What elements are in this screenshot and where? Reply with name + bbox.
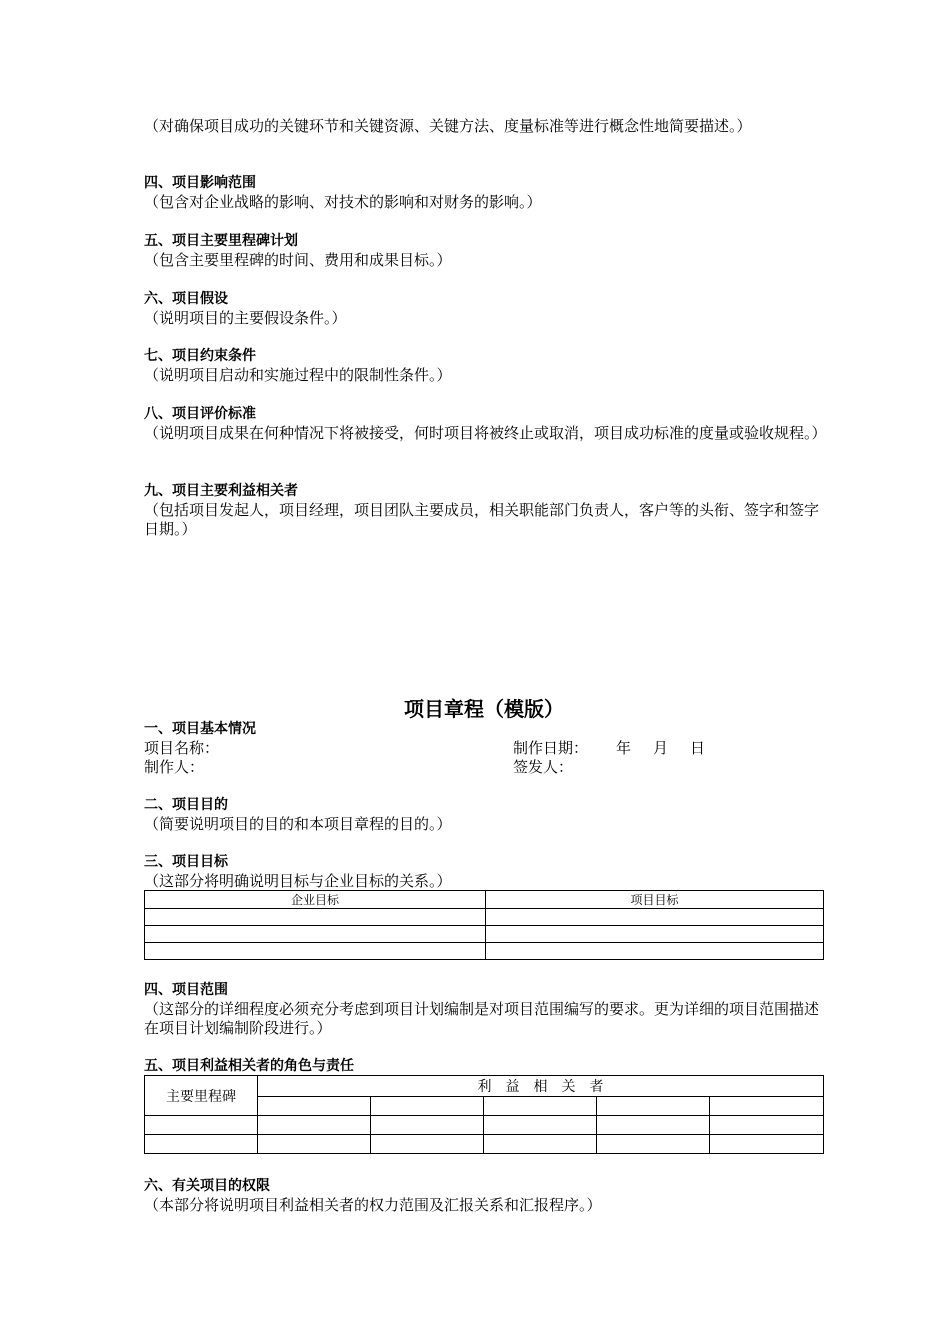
- objectives-table: [144, 890, 824, 960]
- section-heading: 三、项目目标: [144, 854, 228, 870]
- table-cell[interactable]: [371, 1097, 484, 1116]
- table-cell[interactable]: [710, 1135, 824, 1154]
- date-label: 制作日期：: [513, 739, 589, 757]
- table-cell[interactable]: [145, 943, 486, 960]
- table-cell[interactable]: [145, 1135, 258, 1154]
- project-name-label: 项目名称：: [144, 739, 220, 757]
- issuer-label: 签发人：: [513, 758, 574, 776]
- section-heading: 五、项目主要里程碑计划: [144, 233, 298, 249]
- section-heading: 八、项目评价标准: [144, 406, 256, 422]
- table-cell[interactable]: [145, 909, 486, 926]
- section-description: （包括项目发起人，项目经理，项目团队主要成员，相关职能部门负责人，客户等的头衔、签字和签字日期。）: [144, 501, 820, 538]
- maker-label: 制作人：: [144, 758, 205, 776]
- section-heading: 六、项目假设: [144, 291, 228, 307]
- section-heading: 七、项目约束条件: [144, 348, 256, 364]
- table-header-row: [145, 1076, 824, 1097]
- table-header-row: [145, 891, 824, 909]
- section-description: （这部分的详细程度必须充分考虑到项目计划编制是对项目范围编写的要求。更为详细的项目范围描述在项目计划编制阶段进行。）: [144, 1000, 820, 1037]
- table-cell[interactable]: [145, 926, 486, 943]
- table-cell[interactable]: [484, 1097, 597, 1116]
- year-label: 年: [616, 739, 632, 757]
- section-heading: 一、项目基本情况: [144, 721, 256, 737]
- table-row: [145, 1135, 824, 1154]
- section-heading: 四、项目范围: [144, 982, 228, 998]
- section-description: （说明项目的主要假设条件。）: [144, 309, 347, 327]
- table-cell[interactable]: [597, 1135, 710, 1154]
- section-description: （包含主要里程碑的时间、费用和成果目标。）: [144, 251, 452, 269]
- day-label: 日: [690, 739, 706, 757]
- table-row: [145, 926, 824, 943]
- section-description: （包含对企业战略的影响、对技术的影响和对财务的影响。）: [144, 193, 542, 211]
- table-cell[interactable]: [258, 1116, 371, 1135]
- table-cell[interactable]: [258, 1097, 371, 1116]
- section-description: （说明项目启动和实施过程中的限制性条件。）: [144, 366, 452, 384]
- section-heading: 六、有关项目的权限: [144, 1178, 270, 1194]
- section-description: （本部分将说明项目利益相关者的权力范围及汇报关系和汇报程序。）: [144, 1196, 602, 1214]
- table-cell[interactable]: [486, 926, 824, 943]
- table-row: [145, 909, 824, 926]
- production-date: [513, 739, 833, 758]
- document-title: 项目章程（模版）: [404, 697, 564, 721]
- table-row: [145, 1116, 824, 1135]
- table-row: [145, 943, 824, 960]
- milestone-header: 主要里程碑: [145, 1076, 258, 1116]
- table-cell[interactable]: [145, 1116, 258, 1135]
- table-cell[interactable]: [371, 1116, 484, 1135]
- section-description: （这部分将明确说明目标与企业目标的关系。）: [144, 872, 452, 890]
- section-heading: 九、项目主要利益相关者: [144, 483, 298, 499]
- table-cell[interactable]: [484, 1116, 597, 1135]
- project-objectives-header: 项目目标: [486, 891, 824, 909]
- section-description: （说明项目成果在何种情况下将被接受，何时项目将被终止或取消，项目成功标准的度量或验收规程。）: [144, 424, 827, 442]
- table-cell[interactable]: [486, 909, 824, 926]
- table-cell[interactable]: [597, 1097, 710, 1116]
- section-heading: 五、项目利益相关者的角色与责任: [144, 1058, 354, 1074]
- corporate-objectives-header: 企业目标: [145, 891, 486, 909]
- stakeholders-header: 利 益 相 关 者: [258, 1076, 824, 1097]
- section-description: （简要说明项目的目的和本项目章程的目的。）: [144, 815, 452, 833]
- table-cell[interactable]: [597, 1116, 710, 1135]
- table-cell[interactable]: [486, 943, 824, 960]
- section-heading: 四、项目影响范围: [144, 175, 256, 191]
- table-cell[interactable]: [484, 1135, 597, 1154]
- key-factors-description: （对确保项目成功的关键环节和关键资源、关键方法、度量标准等进行概念性地简要描述。）: [144, 117, 752, 135]
- table-cell[interactable]: [371, 1135, 484, 1154]
- section-heading: 二、项目目的: [144, 797, 228, 813]
- table-cell[interactable]: [258, 1135, 371, 1154]
- table-cell[interactable]: [710, 1097, 824, 1116]
- month-label: 月: [653, 739, 669, 757]
- stakeholder-roles-table: [144, 1075, 824, 1154]
- table-cell[interactable]: [710, 1116, 824, 1135]
